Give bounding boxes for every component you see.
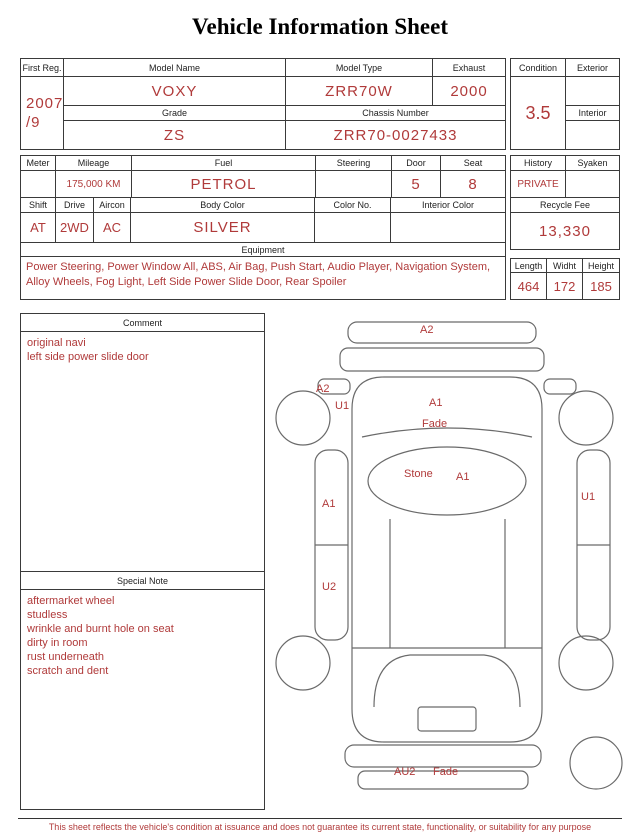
special-note-header: Special Note: [21, 571, 264, 590]
steering-label: Steering: [316, 156, 392, 171]
interior-color-label: Interior Color: [391, 198, 505, 213]
condition-label: Condition: [511, 59, 566, 77]
first-reg-month: /9: [26, 114, 41, 131]
width-value: 172: [547, 273, 583, 299]
condition-value: 3.5: [511, 77, 566, 149]
interior-label: Interior: [566, 106, 619, 121]
meter-label: Meter: [21, 156, 56, 171]
door-label: Door: [392, 156, 441, 171]
model-type-value: ZRR70W: [286, 77, 433, 106]
special-note-text: [21, 590, 264, 809]
length-label: Length: [511, 259, 547, 273]
recycle-fee-table: [510, 197, 620, 250]
rear-right-wheel: [559, 636, 613, 690]
diagram-label-left-mirror: A2: [316, 383, 330, 395]
body-color-value: SILVER: [131, 213, 315, 242]
drive-value: 2WD: [56, 213, 94, 242]
front-right-wheel: [559, 391, 613, 445]
spare-wheel: [570, 737, 622, 789]
diagram-label-windshield-stone: Stone: [404, 468, 433, 480]
windshield-shape: [368, 447, 526, 515]
chassis-number-value: ZRR70-0027433: [333, 126, 458, 144]
body-color-label: Body Color: [131, 198, 315, 213]
mileage-value: 175,000 KM: [56, 171, 132, 197]
comment-line: original navi: [27, 337, 86, 349]
equipment-text: Power Steering, Power Window All, ABS, Air Bag, Push Start, Audio Player, Navigation System, Alloy Wheels, Fog Light, Left Side Power Slide Door, Rear Spoiler: [26, 261, 491, 288]
interior-color-value: [391, 213, 505, 242]
front-panel-shape: [340, 348, 544, 371]
notes-panel: [20, 313, 265, 810]
interior-value: [566, 121, 619, 149]
recycle-fee-value: 13,330: [539, 222, 591, 240]
history-table: [510, 155, 620, 198]
model-name-label: Model Name: [64, 59, 286, 77]
shift-value: AT: [21, 213, 56, 242]
history-value: PRIVATE: [511, 171, 566, 197]
special-note-line: dirty in room: [27, 637, 88, 650]
syaken-label: Syaken: [566, 156, 619, 171]
special-note-line: rust underneath: [27, 651, 105, 664]
vehicle-identity-table: [20, 58, 506, 150]
drivetrain-table: [20, 197, 506, 243]
diagram-label-left-top: U1: [335, 400, 350, 412]
page-title: Vehicle Information Sheet: [192, 14, 448, 39]
fuel-label: Fuel: [132, 156, 316, 171]
first-reg-value: [21, 77, 64, 149]
aircon-value: AC: [94, 213, 131, 242]
exhaust-value: 2000: [433, 77, 505, 106]
grade-label: Grade: [64, 106, 286, 121]
diagram-label-front-bumper: A2: [420, 324, 434, 336]
seat-value: 8: [468, 175, 478, 193]
diagram-label-right-panel: U1: [581, 491, 596, 503]
first-reg-year: 2007: [26, 94, 64, 112]
rear-glass-shape: [374, 655, 520, 707]
equipment-label: Equipment: [21, 243, 505, 257]
shift-label: Shift: [21, 198, 56, 213]
exterior-value: [566, 77, 619, 106]
chassis-number-label: Chassis Number: [286, 106, 505, 121]
diagram-label-windshield: A1: [456, 471, 470, 483]
diagram-label-left-panel: A1: [322, 498, 336, 510]
diagram-label-rear-fade: Fade: [433, 766, 459, 778]
color-no-label: Color No.: [315, 198, 391, 213]
seat-label: Seat: [441, 156, 505, 171]
comment-text: [21, 332, 264, 571]
rear-bumper-shape: [345, 745, 541, 767]
grade-value: ZS: [64, 121, 286, 149]
history-label: History: [511, 156, 566, 171]
footer-divider: [18, 818, 622, 832]
exterior-label: Exterior: [566, 59, 619, 77]
syaken-value: [566, 171, 619, 197]
special-note-line: studless: [27, 609, 68, 622]
rear-left-wheel: [276, 636, 330, 690]
front-bumper-shape: [348, 322, 536, 343]
dimensions-table: [510, 258, 620, 300]
mileage-table: [20, 155, 506, 198]
first-reg-label: First Reg.: [21, 59, 64, 77]
diagram-label-hood: A1: [429, 397, 443, 409]
special-note-line: scratch and dent: [27, 665, 109, 678]
steering-value: [316, 171, 392, 197]
right-mirror-shape: [544, 379, 576, 394]
recycle-fee-label: Recycle Fee: [511, 198, 619, 213]
diagram-label-hood-fade: Fade: [422, 418, 448, 430]
equipment-table: [20, 242, 506, 300]
disclaimer-text: This sheet reflects the vehicle's condition at issuance and does not guarantee its current state, functionality, or suitability for any purpose: [48, 822, 592, 832]
drive-label: Drive: [56, 198, 94, 213]
meter-value: [21, 171, 56, 197]
comment-header: Comment: [21, 314, 264, 332]
door-value: 5: [392, 171, 441, 197]
model-name-value: VOXY: [64, 77, 286, 106]
width-label: Widht: [547, 259, 583, 273]
length-value: 464: [511, 273, 547, 299]
license-plate-shape: [418, 707, 476, 731]
diagram-label-rear: AU2: [394, 766, 416, 778]
height-label: Height: [583, 259, 619, 273]
mileage-label: Mileage: [56, 156, 132, 171]
height-value: 185: [590, 278, 612, 294]
color-no-value: [315, 213, 391, 242]
model-type-label: Model Type: [286, 59, 433, 77]
comment-line: left side power slide door: [27, 351, 149, 364]
car-body-shape: [352, 377, 542, 742]
diagram-label-left-door: U2: [322, 581, 337, 593]
front-left-wheel: [276, 391, 330, 445]
special-note-line: wrinkle and burnt hole on seat: [27, 623, 174, 636]
condition-table: [510, 58, 620, 150]
fuel-value: PETROL: [132, 171, 316, 197]
exhaust-label: Exhaust: [433, 59, 505, 77]
special-note-line: aftermarket wheel: [27, 595, 115, 607]
aircon-label: Aircon: [94, 198, 131, 213]
